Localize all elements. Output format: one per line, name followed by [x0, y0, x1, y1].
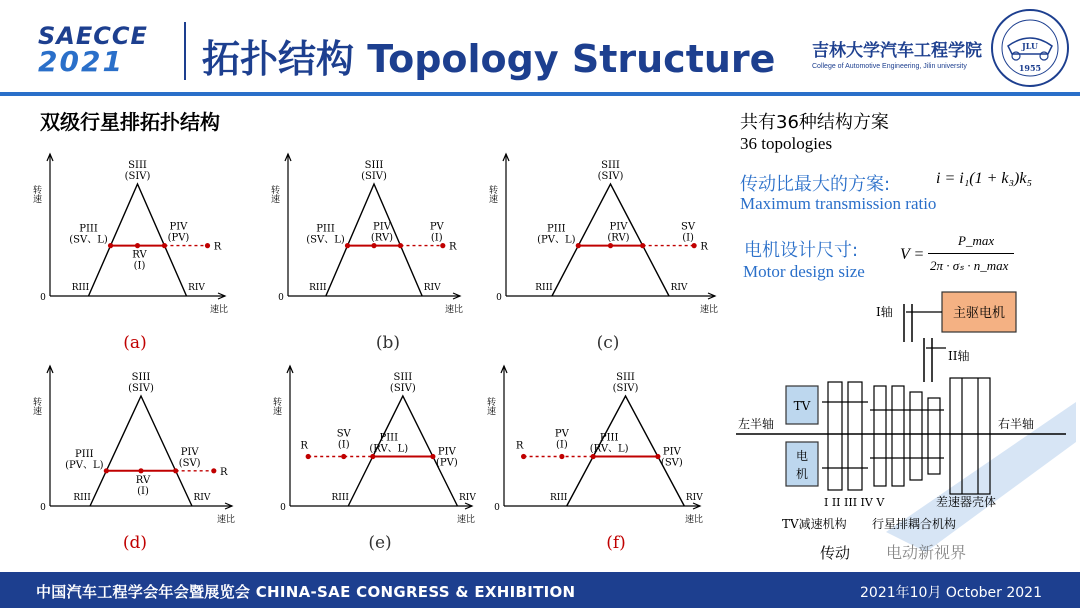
- diagram-a-mid-bot: (I): [133, 260, 146, 272]
- seal-year: 1955: [1018, 63, 1042, 73]
- lever-diagrams: [0, 96, 730, 566]
- diagram-b-node-2: [398, 243, 403, 248]
- motor-formula-num: P_max: [958, 233, 995, 248]
- planetary-gears: [870, 386, 944, 486]
- diagram-b-node-1: [371, 243, 376, 248]
- diagram-d-p-right-bot: (SV): [178, 457, 201, 469]
- logo-line1: SAECCE: [38, 22, 148, 50]
- tv-motor-char2: 机: [795, 467, 809, 481]
- diagram-b-base-left: RIII: [309, 283, 327, 293]
- diagram-a-origin: 0: [40, 293, 46, 303]
- diagram-e-p2-top: PIII: [379, 432, 399, 444]
- diagram-a-node-1: [135, 243, 140, 248]
- diagram-e-xlabel: 速比: [456, 515, 476, 525]
- diagram-a-p-right-bot: (PV): [167, 232, 190, 244]
- diagram-a-end: R: [213, 241, 222, 253]
- diagram-b-origin: 0: [278, 293, 284, 303]
- diagram-c-p-left-bot: (PV、L): [537, 234, 576, 246]
- diagram-b-apex-label-bot: (SIV): [361, 171, 387, 182]
- diagram-c-base-left: RIII: [535, 283, 553, 293]
- gear-roman-labels: I II III IV V: [824, 496, 885, 509]
- max-ratio-cn: 传动比最大的方案:: [740, 174, 891, 195]
- diagram-e-base-left: RIII: [331, 493, 349, 503]
- diagram-e-caption: (e): [368, 533, 392, 553]
- diagram-f-apex-label-bot: (SIV): [612, 383, 639, 394]
- diagram-b-p-mid-bot: (RV): [370, 232, 394, 244]
- diagram-b-node-0: [345, 243, 350, 248]
- diagram-d-node-0: [104, 468, 109, 473]
- diagram-d-p-left-bot: (PV、L): [65, 459, 104, 471]
- footer-title: 中国汽车工程学会年会暨展览会 CHINA-SAE CONGRESS & EXHIBITION: [36, 583, 576, 601]
- diagram-e-apex-label-bot: (SIV): [389, 383, 416, 394]
- diagram-c-xlabel: 速比: [699, 305, 719, 315]
- diagram-d-base-left: RIII: [73, 493, 91, 503]
- diagram-d-mid-bot: (I): [137, 485, 149, 497]
- diagram-b-p-right-top: PV: [429, 221, 444, 233]
- motor-formula-den: 2π · σₛ · n_max: [930, 258, 1009, 273]
- max-ratio-en: Maximum transmission ratio: [740, 194, 937, 213]
- diagram-f-base-left: RIII: [549, 493, 568, 503]
- diagram-e-ylabel: 转速: [271, 397, 281, 415]
- diagram-a-apex-label-top: SIII: [128, 160, 147, 171]
- diagram-c-end: R: [700, 241, 708, 253]
- diagram-a-xlabel: 速比: [209, 305, 229, 315]
- diagram-a-base-right: RIV: [188, 283, 205, 293]
- diagram-c-ylabel: 转速: [487, 185, 497, 203]
- diagram-b-p-right-bot: (I): [430, 232, 443, 244]
- tv-reducer-gears: [822, 382, 868, 490]
- diagram-d-apex-label-bot: (SIV): [128, 383, 154, 394]
- diagram-d-node-3: [211, 468, 216, 473]
- page-title: 拓扑结构 Topology Structure: [202, 37, 776, 81]
- diagram-f-p2-bot: (RV、L): [589, 443, 629, 455]
- diagram-f-base-right: RIV: [685, 493, 703, 503]
- diagram-c-base-right: RIV: [670, 283, 688, 293]
- footer-date: 2021年10月 October 2021: [860, 585, 1042, 601]
- diagram-d-node-1: [138, 468, 143, 473]
- diagram-c-p-mid-bot: (RV): [607, 232, 630, 244]
- diagram-f-node-0: [521, 454, 526, 459]
- main-motor-label: 主驱电机: [952, 306, 1006, 321]
- diagram-e-node-1: [341, 454, 346, 459]
- diagram-c-apex-label-top: SIII: [601, 160, 620, 171]
- diagram-a-mid-top: RV: [132, 249, 147, 261]
- diagram-e-node-0: [306, 454, 311, 459]
- diagram-b-ylabel: 转速: [269, 185, 279, 203]
- diagram-c-p-right-top: SV: [681, 221, 696, 233]
- topology-count-en: 36 topologies: [740, 134, 833, 153]
- diagram-e-node-3: [430, 454, 435, 459]
- diagram-d-node-2: [173, 468, 178, 473]
- diagram-d-base-right: RIV: [193, 493, 211, 503]
- diagram-f-caption: (f): [606, 533, 626, 553]
- right-axle-label: 右半轴: [998, 417, 1035, 431]
- diagram-e-p2-bot: (RV、L): [369, 443, 409, 455]
- diagram-d-mid-top: RV: [135, 474, 151, 486]
- diagram-f-apex-label-top: SIII: [616, 372, 635, 383]
- motor-size-en: Motor design size: [743, 262, 865, 281]
- diagram-f-origin: 0: [494, 503, 500, 513]
- left-axle-label: 左半轴: [738, 417, 775, 431]
- diagram-a-node-2: [162, 243, 167, 248]
- diagram-d-caption: (d): [122, 533, 148, 553]
- diagram-f-node-2: [591, 454, 596, 459]
- diagram-f-ylabel: 转速: [485, 397, 495, 415]
- diagram-e-start: R: [300, 440, 308, 452]
- section-subtitle: 双级行星排拓扑结构: [40, 110, 220, 134]
- diagram-c-node-2: [640, 243, 645, 248]
- schematic-caption: 传动: [820, 544, 851, 562]
- diagram-a-p-left-top: PIII: [79, 223, 98, 235]
- diagram-b-p-left-bot: (SV、L): [306, 234, 345, 246]
- diagram-d-p-left-top: PIII: [75, 448, 94, 460]
- diagram-f-p3-bot: (SV): [660, 457, 683, 469]
- diagram-a-node-3: [205, 243, 210, 248]
- university-cn: 吉林大学汽车工程学院: [812, 41, 982, 61]
- max-ratio-formula: i = i₁(1 + k₃)k₅: [936, 170, 1033, 187]
- diagram-d-xlabel: 速比: [216, 515, 236, 525]
- diagram-b-base-right: RIV: [423, 283, 441, 293]
- diagram-a-base-left: RIII: [71, 283, 90, 293]
- diagram-e-p1-bot: (I): [337, 439, 350, 451]
- diagram-b-caption: (b): [375, 333, 401, 353]
- planet-coupling-label: 行星排耦合机构: [872, 517, 957, 531]
- university-logo: [812, 36, 982, 70]
- diagram-b-xlabel: 速比: [444, 305, 464, 315]
- diagram-e-base-right: RIV: [459, 493, 476, 503]
- diagram-a-caption: (a): [123, 333, 147, 353]
- seal-center-text: JLU: [1022, 41, 1038, 51]
- diagram-c-node-1: [608, 243, 613, 248]
- diagram-b-node-3: [440, 243, 445, 248]
- tv-reducer-label: TV减速机构: [782, 517, 847, 531]
- diagram-c-apex-label-bot: (SIV): [597, 171, 624, 182]
- diagram-e-p1-top: SV: [336, 428, 351, 440]
- diagram-e-p3-bot: (PV): [435, 457, 458, 469]
- watermark-text: 电动新视界: [886, 543, 967, 562]
- logo-line2: 2021: [38, 45, 124, 78]
- topology-count-cn: 共有36种结构方案: [740, 112, 889, 133]
- diagram-e-apex-label-top: SIII: [393, 372, 413, 383]
- diagram-a-p-right-top: PIV: [169, 221, 188, 233]
- university-en: College of Automotive Engineering, Jilin university: [812, 63, 967, 70]
- diagram-f-p2-top: PIII: [599, 432, 619, 444]
- diagram-a-ylabel: 转速: [31, 185, 41, 203]
- header: [0, 0, 1080, 92]
- diagram-c-p-left-top: PIII: [547, 223, 566, 235]
- diagram-a-node-0: [108, 243, 113, 248]
- header-divider: [184, 22, 186, 80]
- saecce-logo: [38, 24, 148, 76]
- diagram-b-end: R: [449, 241, 457, 253]
- powertrain-schematic: [736, 282, 1076, 572]
- university-seal-icon: [990, 8, 1070, 88]
- diagram-d-apex-label-top: SIII: [131, 372, 151, 383]
- diagram-f-p1-bot: (I): [555, 439, 568, 451]
- diagram-f-start: R: [515, 440, 524, 452]
- diagram-b-p-left-top: PIII: [316, 223, 335, 235]
- diagram-f-node-1: [559, 454, 564, 459]
- diagram-f-p1-top: PV: [554, 428, 569, 440]
- diagram-b-p-mid-top: PIV: [373, 221, 391, 233]
- tv-label: TV: [793, 399, 811, 413]
- shaft-ii-label: II轴: [948, 349, 970, 363]
- shaft-i-label: I轴: [876, 305, 893, 319]
- diagram-c-node-3: [692, 243, 697, 248]
- fraction-bar: [928, 253, 1014, 254]
- diagram-c-caption: (c): [596, 333, 620, 353]
- diagram-d-ylabel: 转速: [31, 397, 41, 415]
- motor-size-cn: 电机设计尺寸:: [744, 240, 859, 261]
- diagram-c-node-0: [576, 243, 581, 248]
- diagram-a-apex-label-bot: (SIV): [124, 171, 151, 182]
- footer: [0, 572, 1080, 608]
- diagram-f-p3-top: PIV: [662, 446, 681, 458]
- motor-formula-lhs: V =: [900, 246, 925, 263]
- diagram-e-node-2: [370, 454, 375, 459]
- diagram-e-origin: 0: [280, 503, 286, 513]
- diagram-c-p-right-bot: (I): [682, 232, 694, 244]
- diagram-c-origin: 0: [496, 293, 502, 303]
- diagram-d-origin: 0: [40, 503, 46, 513]
- diagram-e-p3-top: PIV: [437, 446, 456, 458]
- diagram-d-p-right-top: PIV: [180, 446, 199, 458]
- diagram-f-xlabel: 速比: [684, 515, 704, 525]
- diagram-a-p-left-bot: (SV、L): [69, 234, 108, 246]
- diagram-c-p-mid-top: PIV: [609, 221, 628, 233]
- diagram-d-end: R: [220, 466, 228, 478]
- tv-motor-char1: 电: [795, 449, 809, 463]
- diff-case-label: 差速器壳体: [936, 495, 997, 509]
- diagram-f-node-3: [655, 454, 660, 459]
- diagram-b-apex-label-top: SIII: [364, 160, 384, 171]
